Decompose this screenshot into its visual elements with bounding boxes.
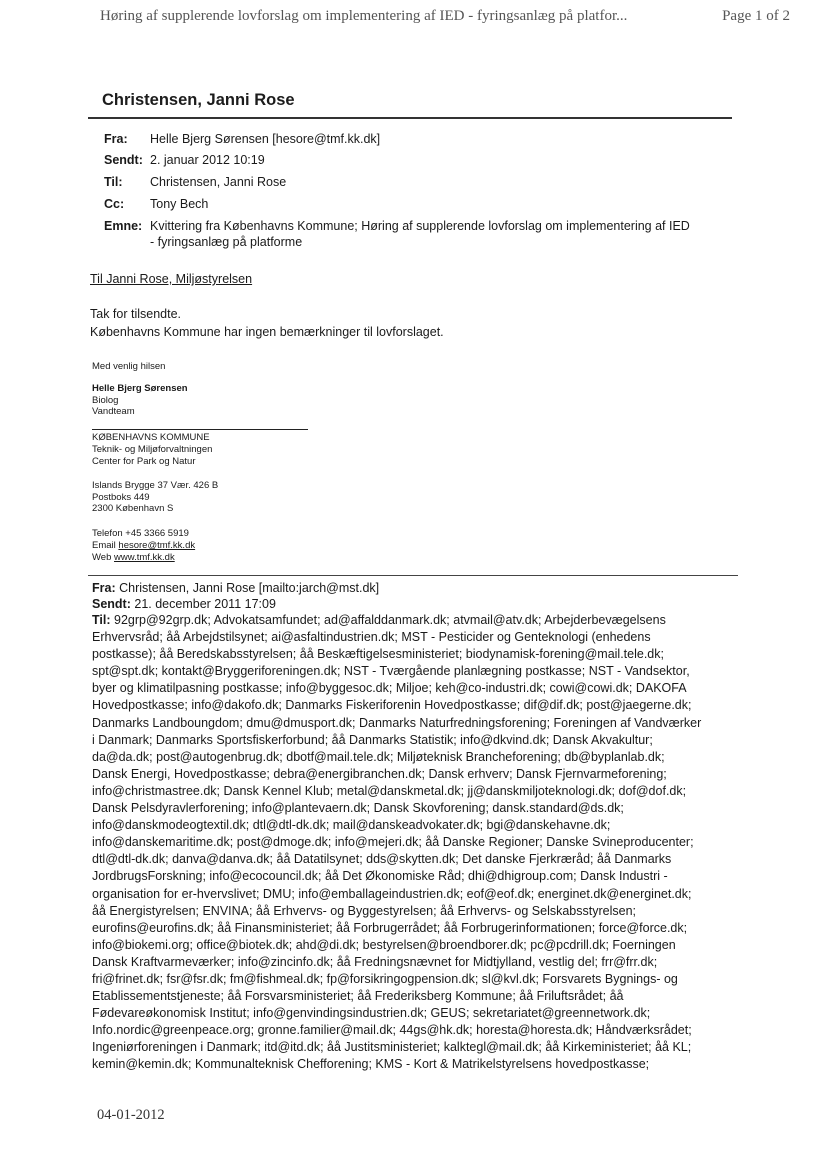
- signature-role: Biolog: [92, 395, 119, 406]
- recipient-line: eurofins@eurofins.dk; åå Finansministeriet; åå Forbrugerrådet; åå Forbrugerinformationen; force@force.dk;: [92, 920, 688, 935]
- forward-recipients: [92, 612, 742, 1074]
- signature-pobox: Postboks 449: [92, 492, 150, 503]
- print-header-text: Høring af supplerende lovforslag om implementering af IED - fyringsanlæg på platfor...: [100, 8, 628, 24]
- subject-line-1: Kvittering fra Københavns Kommune; Høring af supplerende lovforslag om implementering af IED: [150, 219, 690, 233]
- signature-divider: [92, 429, 308, 430]
- recipient-line: Fødevareøkonomisk Institut; info@genvindingsindustrien.dk; GEUS; sekretariatet@greennetwork.dk;: [92, 1006, 651, 1021]
- header-label: Fra:: [104, 132, 128, 146]
- recipient-line: da@da.dk; post@autogenbrug.dk; dbotf@mail.tele.dk; Miljøteknisk Brancheforening; db@byplanlab.dk;: [92, 749, 665, 764]
- recipient-line: Dansk Energi, Hovedpostkasse; debra@energibranchen.dk; Dansk erhverv; Dansk Fjernvarmeforening;: [92, 766, 667, 781]
- recipient-line: kemin@kemin.dk; Kommunalteknisk Chefforening; KMS - Kort & Matrikelstyrelsens hovedpostkasse;: [92, 1057, 650, 1072]
- header-value: Tony Bech: [150, 197, 209, 211]
- forward-sent: [92, 596, 276, 613]
- recipient-line: Etablissementstjeneste; åå Forsvarsministeriet; åå Frederiksberg Kommune; åå Friluftsrådet; åå: [92, 989, 624, 1004]
- recipient-line: fri@frinet.dk; fsr@fsr.dk; fm@fishmeal.dk; fp@forsikringogpension.dk; sl@kvl.dk; Forsvarets Bygnings- og: [92, 971, 678, 986]
- recipient-line: [92, 612, 742, 629]
- header-subject: [104, 218, 690, 249]
- header-label: Til:: [104, 175, 123, 189]
- web-link[interactable]: www.tmf.kk.dk: [114, 552, 175, 563]
- recipient-line: info@christmastree.dk; Dansk Kennel Klub; metal@danskmetal.dk; jj@danskmiljoteknologi.dk; dof@dof.dk;: [92, 783, 687, 798]
- signature-name: Helle Bjerg Sørensen: [92, 383, 188, 394]
- signature-dept: Teknik- og Miljøforvaltningen: [92, 444, 213, 455]
- recipient-line: Dansk Pelsdyravlerforening; info@plantevaern.dk; Dansk Skovforening; dansk.standard@ds.dk;: [92, 801, 624, 816]
- recipient-line: Danmarks Landboungdom; dmu@dmusport.dk; Danmarks Naturfredningsforening; Foreningen af Vandværker: [92, 715, 702, 730]
- signature-center: Center for Park og Natur: [92, 456, 196, 467]
- recipient-line: info@danskmodeogtextil.dk; dtl@dtl-dk.dk; mail@danskeadvokater.dk; bgi@danskehavne.dk;: [92, 818, 611, 833]
- header-sent: [104, 152, 265, 168]
- recipient-line: spt@spt.dk; kontakt@Bryggeriforeningen.dk; NST - Tværgående planlægning postkasse; NST - Vandsektor,: [92, 664, 690, 679]
- title-divider: [88, 117, 732, 119]
- recipient-line: Hovedpostkasse; info@dakofo.dk; Danmarks Fiskeriforenin Hovedpostkasse; dif@dif.dk; post@jaegerne.dk;: [92, 698, 692, 713]
- print-header: [100, 8, 790, 25]
- recipient-line: åå Energistyrelsen; ENVINA; åå Erhvervs- og Byggestyrelsen; åå Erhvervs- og Selskabsstyrelsen;: [92, 903, 636, 918]
- email-label: Email: [92, 540, 116, 551]
- recipient-line: postkasse); åå Beredskabsstyrelsen; åå Beskæftigelsesministeriet; biodynamisk-forening@mail.tele.dk;: [92, 647, 664, 662]
- forward-divider: [88, 575, 738, 576]
- forward-to-label: Til:: [92, 613, 111, 627]
- body-line: Tak for tilsendte.: [90, 307, 182, 321]
- forward-sent-value: 21. december 2011 17:09: [134, 597, 276, 611]
- recipient-line: Erhvervsråd; åå Arbejdstilsynet; ai@asfaltindustrien.dk; MST - Pesticider og Genteknologi (enhedens: [92, 630, 651, 645]
- subject-line-2: - fyringsanlæg på platforme: [150, 235, 303, 249]
- forward-sent-label: Sendt:: [92, 597, 131, 611]
- signature-email-row: [92, 540, 195, 551]
- forward-from-label: Fra:: [92, 581, 116, 595]
- signature-team: Vandteam: [92, 406, 135, 417]
- header-label: Sendt:: [104, 153, 143, 167]
- recipient-line: Dansk Kraftvarmeværker; info@zincinfo.dk; åå Fredningsnævnet for Midtjylland, vestlig del; frr@frr.dk;: [92, 954, 658, 969]
- email-link[interactable]: hesore@tmf.kk.dk: [118, 540, 196, 551]
- recipient-line: Ingeniørforeningen i Danmark; itd@itd.dk; åå Justitsministeriet; kalktegl@mail.dk; åå Kirkeministeriet; åå KL;: [92, 1040, 692, 1055]
- signature-street: Islands Brygge 37 Vær. 426 B: [92, 480, 219, 491]
- recipient-line: info@danskemaritime.dk; post@dmoge.dk; info@mejeri.dk; åå Danske Regioner; Danske Svineproducenter;: [92, 835, 694, 850]
- email-title: Christensen, Janni Rose: [102, 91, 295, 109]
- header-cc: [104, 196, 209, 212]
- recipient-line: Info.nordic@greenpeace.org; gronne.familier@mail.dk; 44gs@hk.dk; horesta@horesta.dk; Håndværksrådet;: [92, 1023, 692, 1038]
- header-to: [104, 174, 287, 190]
- recipient-line: organisation for er-hvervslivet; DMU; info@emballageindustrien.dk; eof@eof.dk; energinet.dk@energinet.dk;: [92, 886, 692, 901]
- footer-date: 04-01-2012: [97, 1107, 165, 1123]
- forward-from-value: Christensen, Janni Rose [mailto:jarch@mst.dk]: [119, 581, 380, 595]
- signature-org: KØBENHAVNS KOMMUNE: [92, 432, 210, 443]
- signature-phone: Telefon +45 3366 5919: [92, 528, 189, 539]
- body-line: Københavns Kommune har ingen bemærkninger til lovforslaget.: [90, 325, 444, 339]
- recipient-line: info@biokemi.org; office@biotek.dk; ahd@di.dk; bestyrelsen@broendborer.dk; pc@pcdrill.dk; Foerningen: [92, 937, 676, 952]
- header-from: [104, 131, 381, 147]
- header-value: 2. januar 2012 10:19: [150, 153, 265, 167]
- signature-city: 2300 København S: [92, 503, 174, 514]
- recipient-line: JordbrugsForskning; info@ecocouncil.dk; åå Det Økonomiske Råd; dhi@dhigroup.com; Dansk Industri -: [92, 869, 668, 884]
- recipient-line: dtl@dtl-dk.dk; danva@danva.dk; åå Datatilsynet; dds@skytten.dk; Det danske Fjerkræråd; åå Danmarks: [92, 852, 672, 867]
- header-value: Christensen, Janni Rose: [150, 175, 287, 189]
- signature-web-row: [92, 552, 175, 563]
- recipient-line: byer og klimatilpasning postkasse; info@byggesoc.dk; Miljoe; keh@co-industri.dk; cowi@cowi.dk; DAKOFA: [92, 681, 687, 696]
- header-label: Cc:: [104, 197, 125, 211]
- recipient-text: 92grp@92grp.dk; Advokatsamfundet; ad@affalddanmark.dk; atvmail@atv.dk; Arbejderbevægelsens: [114, 613, 666, 627]
- page-number: Page 1 of 2: [722, 8, 790, 24]
- recipient-line: i Danmark; Danmarks Sportsfiskerforbund; åå Danmarks Statistik; info@dkvind.dk; Dansk Akvakultur;: [92, 732, 653, 747]
- header-value: Helle Bjerg Sørensen [hesore@tmf.kk.dk]: [150, 132, 381, 146]
- greeting: Til Janni Rose, Miljøstyrelsen: [90, 272, 253, 286]
- header-value: [150, 218, 740, 250]
- forward-from: [92, 580, 379, 597]
- web-label: Web: [92, 552, 112, 563]
- header-label: Emne:: [104, 219, 143, 233]
- closing: Med venlig hilsen: [92, 361, 166, 372]
